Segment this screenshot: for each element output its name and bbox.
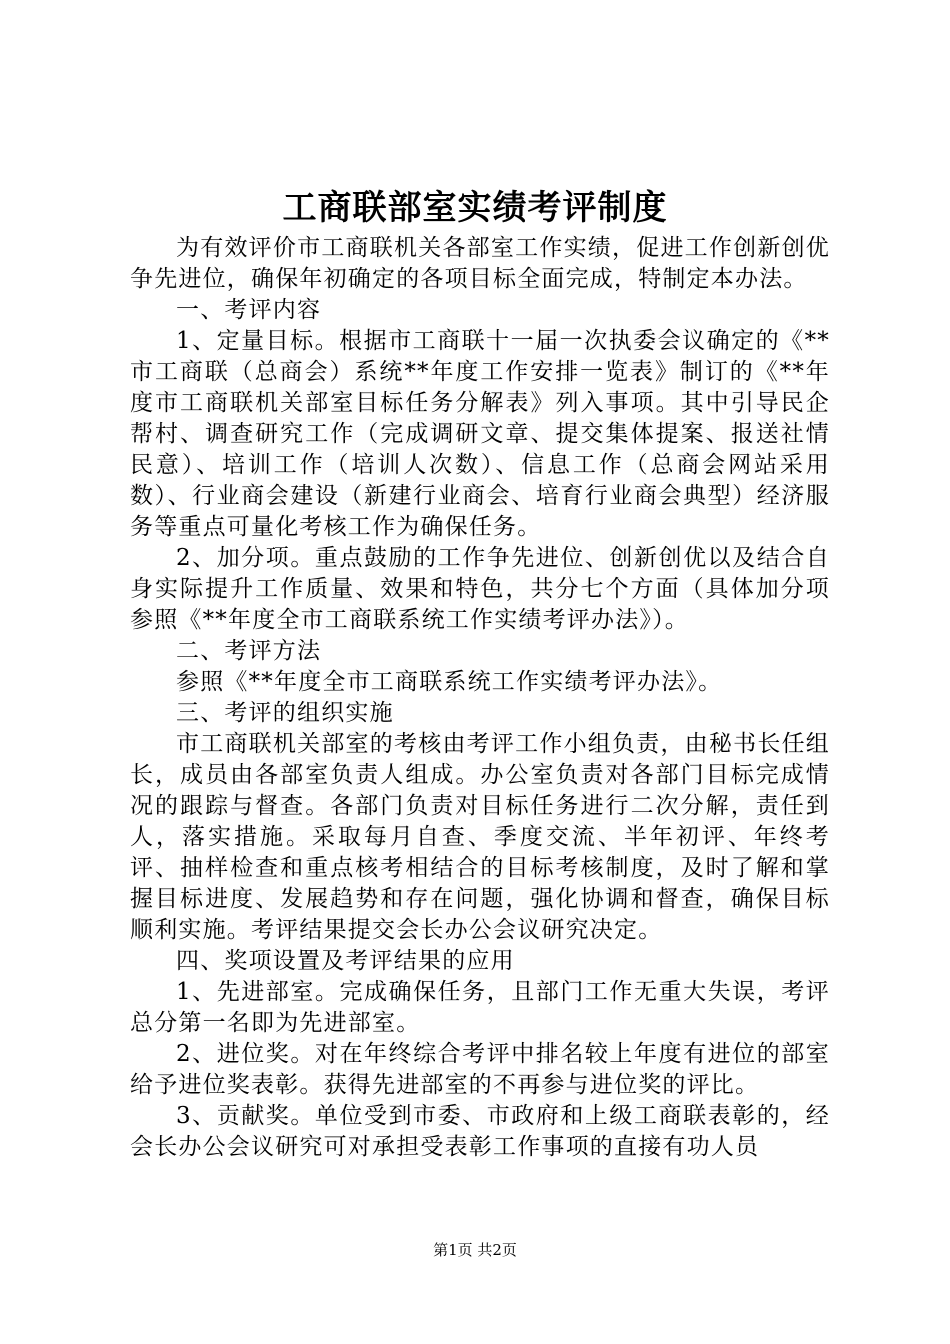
section-heading-awards: 四、奖项设置及考评结果的应用 [176,948,515,974]
section-heading-content: 一、考评内容 [176,297,322,323]
paragraph-bonus-items: 2、加分项。重点鼓励的工作争先进位、创新创优以及结合自身实际提升工作质量、效果和特色，共分七个方面（具体加分项参照《**年度全市工商联系统工作实绩考评办法》）。 [130,545,830,633]
section-heading-method: 二、考评方法 [176,638,322,664]
paragraph-award-advanced: 1、先进部室。完成确保任务，且部门工作无重大失误，考评总分第一名即为先进部室。 [130,979,830,1036]
paragraph-method: 参照《**年度全市工商联系统工作实绩考评办法》。 [176,669,723,695]
paragraph-quantitative-goals: 1、定量目标。根据市工商联十一届一次执委会议确定的《**市工商联（总商会）系统**年度工作安排一览表》制订的《**年度市工商联机关部室目标任务分解表》列入事项。其中引导民企帮村、调查研究工作（完成调研文章、提交集体提案、报送社情民意）、培训工作（培训人次数）、信息工作（总商会网站采用数）、行业商会建设（新建行业商会、培育行业商会典型）经济服务等重点可量化考核工作为确保任务。 [130,328,830,540]
paragraph-award-contribution: 3、贡献奖。单位受到市委、市政府和上级工商联表彰的，经会长办公会议研究可对承担受表彰工作事项的直接有功人员 [130,1103,830,1160]
document-title: 工商联部室实绩考评制度 [282,188,668,228]
section-heading-organization: 三、考评的组织实施 [176,700,394,726]
document-body [130,233,830,1163]
paragraph-award-progress: 2、进位奖。对在年终综合考评中排名较上年度有进位的部室给予进位奖表彰。获得先进部室的不再参与进位奖的评比。 [130,1041,830,1098]
paragraph-organization: 市工商联机关部室的考核由考评工作小组负责，由秘书长任组长，成员由各部室负责人组成。办公室负责对各部门目标完成情况的跟踪与督查。各部门负责对目标任务进行二次分解，责任到人，落实措施。采取每月自查、季度交流、半年初评、年终考评、抽样检查和重点核考相结合的目标考核制度，及时了解和掌握目标进度、发展趋势和存在问题，强化协调和督查，确保目标顺利实施。考评结果提交会长办公会议研究决定。 [130,731,830,943]
page-footer: 第1页 共2页 [433,1241,517,1259]
paragraph-intro: 为有效评价市工商联机关各部室工作实绩，促进工作创新创优争先进位，确保年初确定的各项目标全面完成，特制定本办法。 [130,235,830,292]
